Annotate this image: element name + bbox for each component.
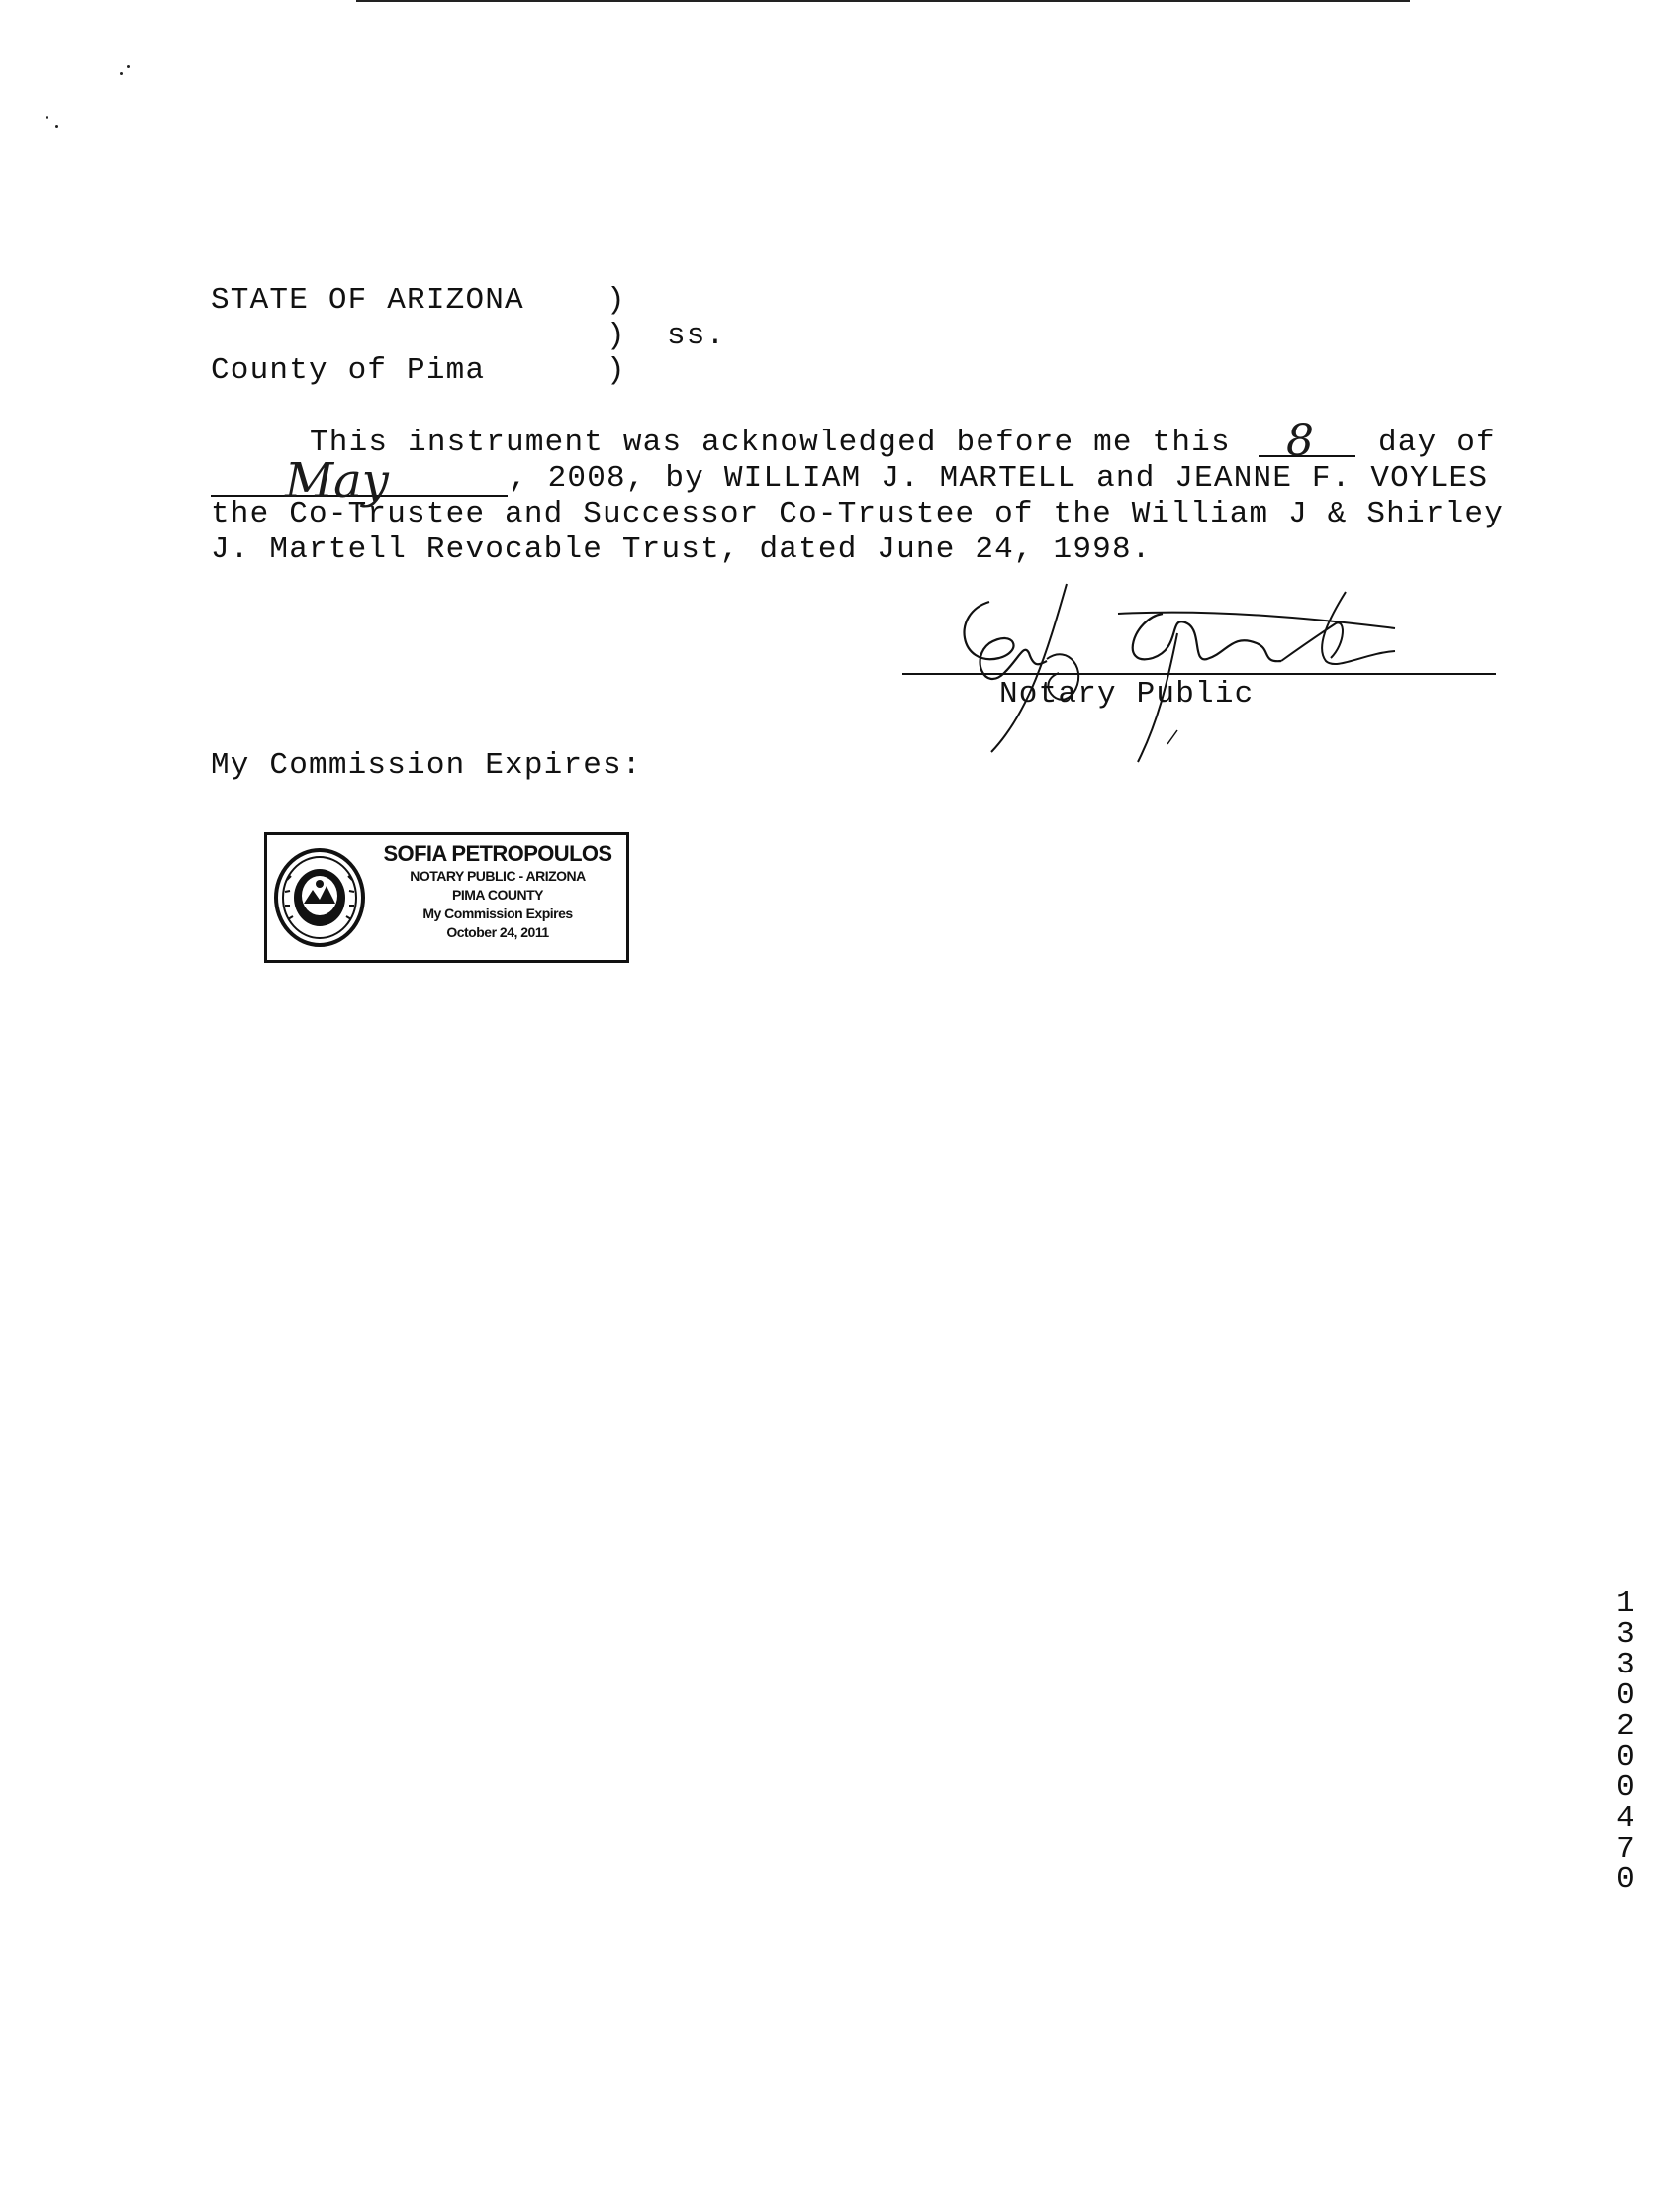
recording-number: 13302 00470 [1616,1586,1635,1897]
notary-public-label: Notary Public [999,677,1255,712]
acknowledgment-line-1: This instrument was acknowledged before me this [310,426,1231,460]
arizona-state-seal-icon [273,846,366,949]
acknowledgment-line-4: J. Martell Revocable Trust, dated June 24, 1998. [211,532,1152,567]
notary-stamp [264,832,629,963]
scan-speck [46,116,48,119]
handwritten-day: 8 [1286,416,1314,466]
venue-paren: ) [607,353,626,388]
stamp-county: PIMA COUNTY [452,887,543,903]
venue-paren: ) [607,319,626,353]
venue-state: STATE OF ARIZONA [211,283,524,318]
handwritten-month: May [285,453,389,509]
venue-ss: ss. [667,319,726,353]
stamp-text-block [370,841,625,942]
acknowledgment-line-1-end: day of [1378,426,1496,460]
scan-speck [120,72,123,75]
notary-signature [930,574,1425,772]
venue-county: County of Pima [211,353,486,388]
acknowledgment-line-3: the Co-Trustee and Successor Co-Trustee of the William J & Shirley [211,497,1504,531]
scan-speck [127,65,130,68]
scan-speck [55,125,58,128]
stamp-notary-name: SOFIA PETROPOULOS [383,841,612,866]
scan-top-edge [356,0,1410,2]
stamp-expires-date: October 24, 2011 [446,924,549,940]
stamp-expires-label: My Commission Expires [422,906,573,921]
commission-expires-label: My Commission Expires: [211,748,642,783]
stamp-notary-title: NOTARY PUBLIC - ARIZONA [410,868,586,884]
venue-paren: ) [607,283,626,318]
acknowledgment-line-2: , 2008, by WILLIAM J. MARTELL and JEANNE F. VOYLES [509,461,1489,496]
